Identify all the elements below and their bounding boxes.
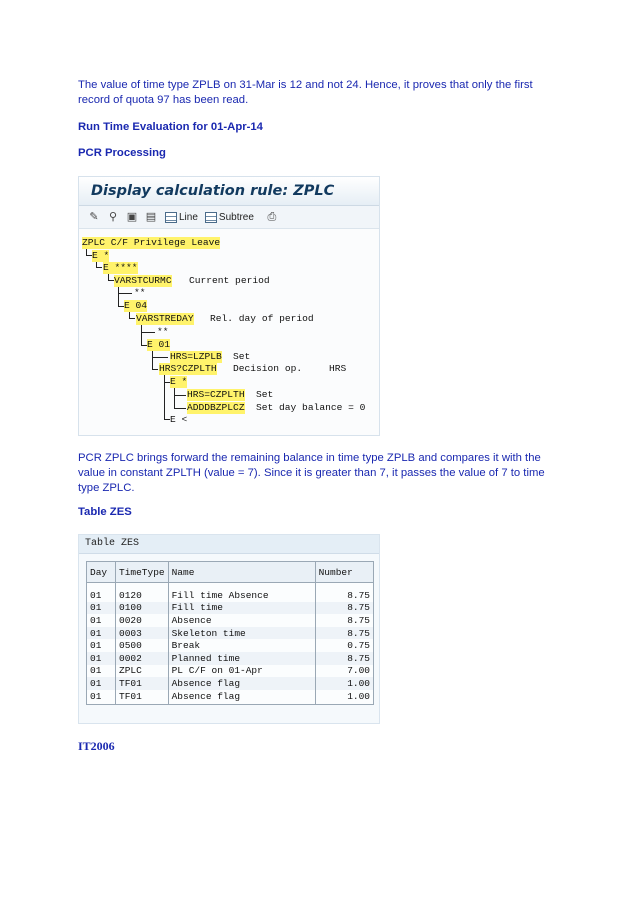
zes-table-panel — [78, 534, 380, 724]
where-used-icon[interactable]: ▣ — [126, 211, 138, 223]
runtime-heading: Run Time Evaluation for 01-Apr-14 — [78, 121, 263, 133]
cell-timetype: 0500 — [116, 639, 169, 652]
subtree-grid-icon — [205, 212, 217, 223]
cell-name: PL C/F on 01-Apr — [168, 665, 315, 678]
cell-number: 8.75 — [315, 627, 373, 640]
cell-name: Skeleton time — [168, 627, 315, 640]
table-row[interactable] — [87, 627, 374, 640]
cell-timetype: 0100 — [116, 602, 169, 615]
table-row[interactable] — [87, 602, 374, 615]
tree-label-current-period: Current period — [189, 275, 270, 286]
sap-window-title: Display calculation rule: ZPLC — [79, 177, 379, 206]
pcr-heading: PCR Processing — [78, 147, 166, 159]
table-row[interactable] — [87, 639, 374, 652]
line-button[interactable] — [165, 212, 198, 223]
cell-day: 01 — [87, 614, 116, 627]
tree-node-e-01[interactable]: E 01 — [147, 339, 171, 350]
cell-day: 01 — [87, 652, 116, 665]
other-object-icon[interactable]: ⚲ — [108, 211, 118, 223]
tree-node-adddbzplcz[interactable]: ADDDBZPLCZ — [187, 402, 245, 413]
col-header-name[interactable]: Name — [168, 562, 315, 583]
cell-number: 8.75 — [315, 614, 373, 627]
tree-label-rel-day: Rel. day of period — [210, 313, 314, 324]
rule-root-node[interactable]: ZPLC C/F Privilege Leave — [82, 237, 221, 248]
tree-node-varstreday[interactable]: VARSTREDAY — [136, 313, 194, 324]
line-button-label: Line — [179, 211, 198, 223]
cell-number: 1.00 — [315, 690, 373, 705]
cell-number: 1.00 — [315, 677, 373, 690]
cell-name: Absence flag — [168, 690, 315, 705]
tree-node-varstcurmc[interactable]: VARSTCURMC — [114, 275, 172, 286]
cell-name: Absence flag — [168, 677, 315, 690]
table-row[interactable] — [87, 690, 374, 705]
tree-label-set-1: Set — [233, 351, 251, 362]
subtree-button[interactable] — [205, 212, 254, 223]
tree-node-double-star-2[interactable]: ** — [157, 326, 169, 337]
cell-name: Planned time — [168, 652, 315, 665]
cell-day: 01 — [87, 602, 116, 615]
cell-timetype: TF01 — [116, 690, 169, 705]
sap-calculation-rule-window — [78, 176, 380, 436]
cell-timetype: 0020 — [116, 614, 169, 627]
tree-node-e-4star[interactable]: E **** — [103, 262, 138, 273]
cell-day: 01 — [87, 639, 116, 652]
col-header-timetype[interactable]: TimeType — [116, 562, 169, 583]
subtree-button-label: Subtree — [218, 211, 254, 223]
tree-label-decision-op: Decision op. — [233, 363, 303, 374]
cell-number: 0.75 — [315, 639, 373, 652]
cell-number: 8.75 — [315, 652, 373, 665]
cell-day: 01 — [87, 690, 116, 705]
tree-node-e-star[interactable]: E * — [92, 250, 110, 261]
cell-name: Fill time Absence — [168, 583, 315, 602]
print-icon[interactable]: ⎙ — [267, 211, 277, 223]
tree-node-e-lt[interactable]: E < — [170, 414, 188, 425]
display-icon[interactable]: ▤ — [145, 211, 157, 223]
intro-paragraph: The value of time type ZPLB on 31-Mar is 12 and not 24. Hence, it proves that only the first record of quota 97 has been read. — [78, 79, 533, 106]
edit-icon[interactable]: ✎ — [89, 211, 99, 223]
tree-node-e-star-2[interactable]: E * — [170, 376, 188, 387]
cell-number: 7.00 — [315, 665, 373, 678]
cell-number: 8.75 — [315, 583, 373, 602]
table-zes-heading: Table ZES — [78, 506, 132, 518]
tree-node-hrs-lzplb[interactable]: HRS=LZPLB — [170, 351, 222, 362]
cell-timetype: 0120 — [116, 583, 169, 602]
cell-timetype: TF01 — [116, 677, 169, 690]
zes-table — [86, 561, 374, 705]
tree-node-double-star-1[interactable]: ** — [134, 287, 146, 298]
table-row[interactable] — [87, 583, 374, 602]
zes-caption: Table ZES — [79, 535, 379, 554]
zes-header-row — [87, 562, 374, 583]
rule-tree — [79, 233, 379, 433]
cell-name: Break — [168, 639, 315, 652]
sap-toolbar — [79, 206, 379, 229]
col-header-number[interactable]: Number — [315, 562, 373, 583]
tree-label-set-day-balance: Set day balance = 0 — [256, 402, 366, 413]
cell-day: 01 — [87, 677, 116, 690]
explanation-paragraph: PCR ZPLC brings forward the remaining balance in time type ZPLB and compares it with the value in constant ZPLTH (value = 7). Since it is greater than 7, it passes the value of 7 to time type ZPLC. — [78, 452, 545, 494]
cell-timetype: 0003 — [116, 627, 169, 640]
cell-name: Absence — [168, 614, 315, 627]
tree-label-set-2: Set — [256, 389, 274, 400]
table-row[interactable] — [87, 677, 374, 690]
it2006-heading: IT2006 — [78, 739, 115, 753]
table-row[interactable] — [87, 614, 374, 627]
cell-number: 8.75 — [315, 602, 373, 615]
cell-name: Fill time — [168, 602, 315, 615]
line-grid-icon — [165, 212, 177, 223]
tree-node-hrs-czplth-decision[interactable]: HRS?CZPLTH — [159, 363, 217, 374]
cell-timetype: ZPLC — [116, 665, 169, 678]
cell-day: 01 — [87, 627, 116, 640]
col-header-day[interactable]: Day — [87, 562, 116, 583]
tree-node-hrs-czplth-set[interactable]: HRS=CZPLTH — [187, 389, 245, 400]
tree-node-e-04[interactable]: E 04 — [124, 300, 148, 311]
cell-day: 01 — [87, 583, 116, 602]
cell-timetype: 0002 — [116, 652, 169, 665]
table-row[interactable] — [87, 665, 374, 678]
cell-day: 01 — [87, 665, 116, 678]
table-row[interactable] — [87, 652, 374, 665]
tree-label-hrs: HRS — [329, 363, 347, 374]
